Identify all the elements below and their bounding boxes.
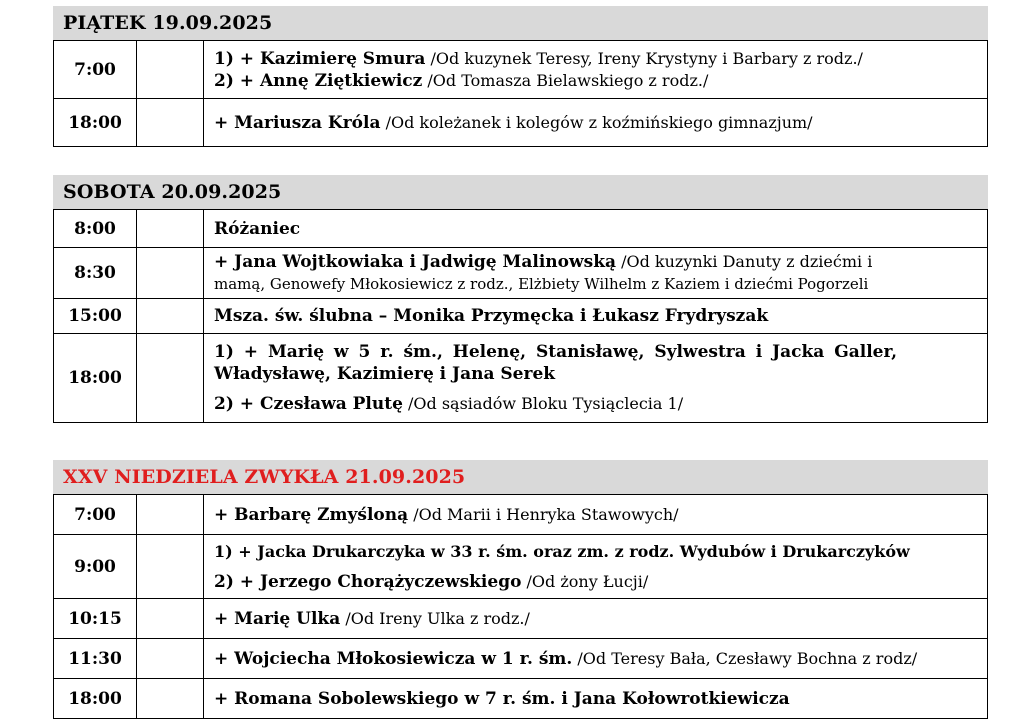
intention-note: /Od kuzynek Teresy, Ireny Krystyny i Barbary z rodz./ [425,48,863,68]
intention-name: 2) + Annę Ziętkiewicz [214,70,423,91]
intention-note: /Od sąsiadów Bloku Tysiąclecia 1/ [402,394,684,413]
intention-note: /Od koleżanek i kolegów z koźmińskiego gimnazjum/ [380,112,813,132]
empty-cell [137,599,204,639]
intention-name: + Marię Ulka [214,608,341,629]
empty-cell [137,495,204,535]
mass-intention [204,495,988,535]
table-row [54,495,988,535]
mass-table [53,40,988,147]
empty-cell [137,679,204,719]
table-row [54,299,988,334]
intention-name: + Jana Wojtkowiaka i Jadwigę Malinowską [214,252,616,272]
table-row [54,334,988,423]
table-row [54,41,988,99]
intention-name: Różaniec [214,218,301,239]
table-row [54,535,988,599]
mass-intention [204,535,988,599]
empty-cell [137,99,204,147]
empty-cell [137,535,204,599]
day-header: XXV NIEDZIELA ZWYKŁA 21.09.2025 [53,460,988,494]
intention-name: 1) + Jacka Drukarczyka w 33 r. śm. oraz zm. z rodz. Wydubów i Drukarczyków [214,541,910,561]
mass-time: 18:00 [54,99,137,147]
mass-table [53,209,988,423]
mass-time: 18:00 [54,679,137,719]
table-row [54,599,988,639]
day-sunday [53,460,988,719]
mass-intention [204,99,988,147]
intention-note: /Od kuzynki Danuty z dziećmi i [615,252,873,271]
intention-note: /Od żony Łucji/ [521,571,649,591]
intention-name: + Mariusza Króla [214,112,381,133]
intention-note: mamą, Genowefy Młokosiewicz z rodz., Elżbiety Wilhelm z Kaziem i dziećmi Pogorzeli [214,275,869,293]
intention-note: /Od Tomasza Bielawskiego z rodz./ [422,70,709,90]
mass-time: 7:00 [54,495,137,535]
table-row [54,210,988,248]
intention-name: + Barbarę Zmyśloną [214,504,409,525]
empty-cell [137,210,204,248]
day-friday [53,6,988,147]
empty-cell [137,299,204,334]
mass-intention [204,210,988,248]
empty-cell [137,639,204,679]
mass-time: 18:00 [54,334,137,423]
table-row [54,99,988,147]
intention-name: 2) + Jerzego Chorążyczewskiego [214,571,522,592]
mass-intention [204,299,988,334]
intention-name: 1) + Kazimierę Smura [214,48,426,69]
intention-note: /Od Teresy Bała, Czesławy Bochna z rodz/ [572,648,918,668]
day-saturday [53,175,988,423]
intention-note: /Od Marii i Henryka Stawowych/ [408,504,679,524]
day-header: SOBOTA 20.09.2025 [53,175,988,209]
mass-time: 9:00 [54,535,137,599]
empty-cell [137,41,204,99]
mass-time: 15:00 [54,299,137,334]
mass-intention [204,41,988,99]
table-row [54,639,988,679]
mass-time: 8:30 [54,248,137,299]
mass-table [53,494,988,719]
mass-time: 10:15 [54,599,137,639]
intention-name: 1) + Marię w 5 r. śm., Helenę, Stanisławę, Sylwestra i Jacka Galler, [214,342,898,362]
mass-intention [204,334,988,423]
mass-intention [204,248,988,299]
table-row [54,248,988,299]
intention-name: Władysławę, Kazimierę i Jana Serek [214,364,556,384]
mass-intention [204,679,988,719]
empty-cell [137,334,204,423]
intention-name: + Wojciecha Młokosiewicza w 1 r. śm. [214,648,573,669]
day-header: PIĄTEK 19.09.2025 [53,6,988,40]
table-row [54,679,988,719]
intention-name: + Romana Sobolewskiego w 7 r. śm. i Jana Kołowrotkiewicza [214,688,790,709]
mass-time: 7:00 [54,41,137,99]
mass-time: 8:00 [54,210,137,248]
mass-intention [204,599,988,639]
intention-name: 2) + Czesława Plutę [214,394,403,414]
mass-time: 11:30 [54,639,137,679]
intention-note: /Od Ireny Ulka z rodz./ [340,608,530,628]
mass-intention [204,639,988,679]
intention-name: Msza. św. ślubna – Monika Przymęcka i Łukasz Frydryszak [214,306,769,326]
empty-cell [137,248,204,299]
